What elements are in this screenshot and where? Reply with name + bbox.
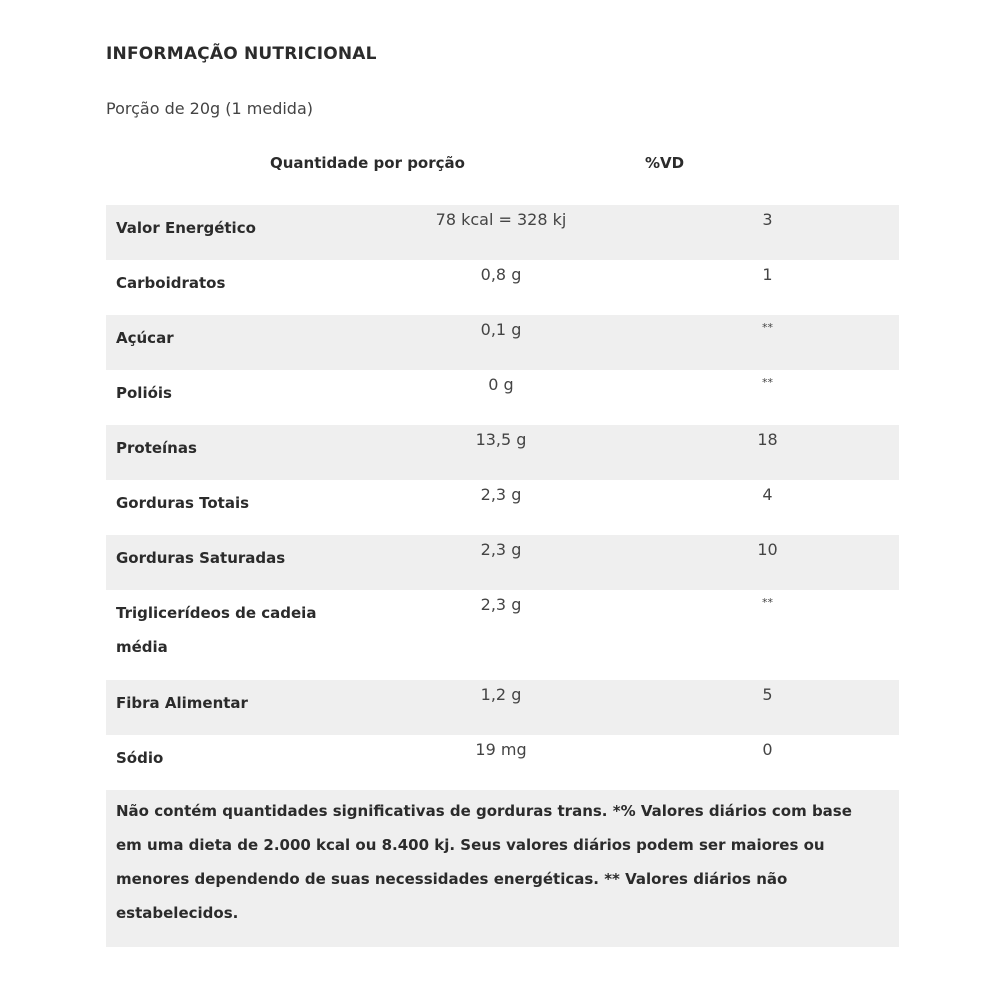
table-row bbox=[106, 205, 899, 260]
nutrient-vd: ** bbox=[762, 376, 773, 389]
nutrient-vd: ** bbox=[762, 596, 773, 609]
table-row bbox=[106, 535, 899, 590]
nutrient-vd: ** bbox=[762, 321, 773, 334]
nutrition-table bbox=[106, 205, 899, 790]
nutrient-name: Carboidratos bbox=[116, 274, 226, 292]
nutrient-vd: 4 bbox=[762, 485, 773, 504]
footnote-box bbox=[106, 790, 899, 947]
nutrient-name: Sódio bbox=[116, 749, 164, 767]
column-header-quantity: Quantidade por porção bbox=[270, 154, 465, 172]
nutrient-name: Fibra Alimentar bbox=[116, 694, 248, 712]
table-row bbox=[106, 680, 899, 735]
nutrient-quantity: 0 g bbox=[488, 375, 514, 394]
nutrient-name: Gorduras Saturadas bbox=[116, 549, 286, 567]
nutrient-vd: 18 bbox=[757, 430, 778, 449]
nutrient-quantity: 2,3 g bbox=[480, 595, 522, 614]
table-row bbox=[106, 425, 899, 480]
page-title: INFORMAÇÃO NUTRICIONAL bbox=[106, 44, 377, 64]
nutrient-vd: 1 bbox=[762, 265, 773, 284]
table-row bbox=[106, 590, 899, 680]
nutrient-quantity: 0,1 g bbox=[480, 320, 522, 339]
nutrient-vd: 0 bbox=[762, 740, 773, 759]
nutrient-quantity: 1,2 g bbox=[480, 685, 522, 704]
table-row bbox=[106, 735, 899, 790]
nutrient-quantity: 78 kcal = 328 kj bbox=[435, 210, 567, 229]
table-row bbox=[106, 480, 899, 535]
nutrient-name: Polióis bbox=[116, 384, 172, 402]
nutrient-vd: 5 bbox=[762, 685, 773, 704]
nutrient-vd: 3 bbox=[762, 210, 773, 229]
nutrient-name: Valor Energético bbox=[116, 219, 256, 237]
nutrient-name: Triglicerídeos de cadeia média bbox=[116, 604, 317, 656]
column-header-vd: %VD bbox=[645, 154, 685, 172]
nutrient-vd: 10 bbox=[757, 540, 778, 559]
table-row bbox=[106, 370, 899, 425]
nutrient-quantity: 19 mg bbox=[475, 740, 527, 759]
nutrient-name: Açúcar bbox=[116, 329, 174, 347]
table-row bbox=[106, 315, 899, 370]
footnote-text: Não contém quantidades significativas de gorduras trans. *% Valores diários com base em uma dieta de 2.000 kcal ou 8.400 kj. Seus valores diários podem ser maiores ou menores dependendo de suas necessidades energéticas. ** Valores diários não estabelecidos. bbox=[116, 802, 852, 922]
nutrient-quantity: 2,3 g bbox=[480, 540, 522, 559]
nutrient-name: Gorduras Totais bbox=[116, 494, 250, 512]
nutrient-name: Proteínas bbox=[116, 439, 197, 457]
nutrient-quantity: 2,3 g bbox=[480, 485, 522, 504]
nutrient-quantity: 0,8 g bbox=[480, 265, 522, 284]
nutrient-quantity: 13,5 g bbox=[475, 430, 527, 449]
portion-size: Porção de 20g (1 medida) bbox=[106, 99, 313, 118]
table-row bbox=[106, 260, 899, 315]
